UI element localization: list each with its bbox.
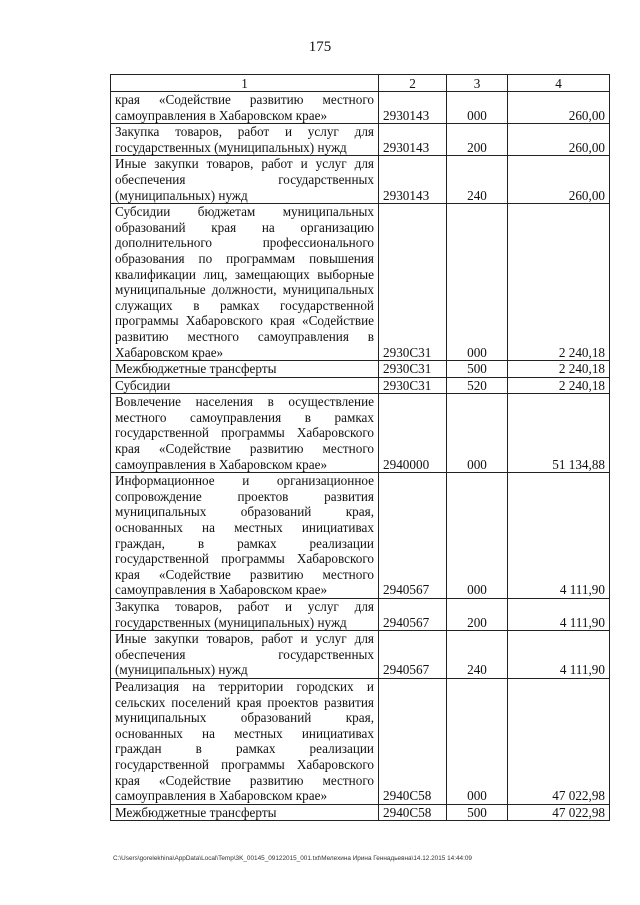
row-code: 2940567 [379,631,447,679]
row-expense-type: 500 [447,361,508,378]
row-amount: 2 240,18 [508,204,610,361]
row-amount: 2 240,18 [508,377,610,394]
header-row [111,75,610,92]
row-code: 2940000 [379,394,447,473]
table-row [111,599,610,631]
column-header-4: 4 [508,75,610,92]
row-code: 2930С31 [379,204,447,361]
row-expense-type: 000 [447,92,508,124]
row-expense-type: 000 [447,473,508,599]
row-expense-type: 000 [447,204,508,361]
row-expense-type: 000 [447,678,508,804]
column-header-2: 2 [379,75,447,92]
row-amount: 4 111,90 [508,473,610,599]
row-name: Межбюджетные трансферты [111,804,379,821]
table-row [111,156,610,204]
row-code: 2930143 [379,92,447,124]
row-code: 2930143 [379,124,447,156]
row-code: 2940567 [379,473,447,599]
row-code: 2940С58 [379,678,447,804]
table-row [111,804,610,821]
row-expense-type: 520 [447,377,508,394]
row-amount: 4 111,90 [508,599,610,631]
table-row [111,361,610,378]
column-header-3: 3 [447,75,508,92]
row-code: 2940567 [379,599,447,631]
file-path-footer: C:\Users\gorelekhina\AppData\Local\Temp\3K_00145_09122015_001.txt\Мелехина Ирина Геннадьевна\14.12.2015 14:44:09 [113,855,472,862]
table-row [111,124,610,156]
row-amount: 260,00 [508,124,610,156]
row-code: 2930С31 [379,377,447,394]
row-expense-type: 200 [447,124,508,156]
row-expense-type: 500 [447,804,508,821]
row-name: Иные закупки товаров, работ и услуг для обеспечения государственных (муниципальных) нужд [111,156,379,204]
row-expense-type: 200 [447,599,508,631]
column-header-1: 1 [111,75,379,92]
row-name: Вовлечение населения в осуществление местного самоуправления в рамках государственной программы Хабаровского края «Содействие развитию местного самоуправления в Хабаровском крае» [111,394,379,473]
row-name: Закупка товаров, работ и услуг для государственных (муниципальных) нужд [111,124,379,156]
row-code: 2940С58 [379,804,447,821]
page-number: 175 [308,39,332,55]
table-row [111,631,610,679]
row-name: Информационное и организационное сопровождение проектов развития муниципальных образований края, основанных на местных инициативах граждан, в рамках реализации государственной программы Хабаровского края «Содействие развитию местного самоуправления в Хабаровском крае» [111,473,379,599]
table-row [111,473,610,599]
row-amount: 47 022,98 [508,678,610,804]
table-row [111,377,610,394]
row-expense-type: 240 [447,631,508,679]
table-row [111,394,610,473]
row-name: Иные закупки товаров, работ и услуг для обеспечения государственных (муниципальных) нужд [111,631,379,679]
table-row [111,92,610,124]
row-code: 2930143 [379,156,447,204]
budget-table [110,74,610,821]
row-name: Субсидии бюджетам муниципальных образований края на организацию дополнительного профессионального образования по программам повышения квалификации лиц, замещающих выборные муниципальные должности, муниципальных служащих в рамках государственной программы Хабаровского края «Содействие развитию местного самоуправления в Хабаровском крае» [111,204,379,361]
table-row [111,678,610,804]
row-amount: 260,00 [508,92,610,124]
table-row [111,204,610,361]
row-amount: 47 022,98 [508,804,610,821]
row-amount: 51 134,88 [508,394,610,473]
row-code: 2930С31 [379,361,447,378]
row-amount: 260,00 [508,156,610,204]
row-amount: 4 111,90 [508,631,610,679]
row-amount: 2 240,18 [508,361,610,378]
row-expense-type: 000 [447,394,508,473]
row-name: Межбюджетные трансферты [111,361,379,378]
row-name: Реализация на территории городских и сельских поселений края проектов развития муниципальных образований края, основанных на местных инициативах граждан в рамках реализации государственной программы Хабаровского края «Содействие развитию местного самоуправления в Хабаровском крае» [111,678,379,804]
row-expense-type: 240 [447,156,508,204]
row-name: Субсидии [111,377,379,394]
row-name: края «Содействие развитию местного самоуправления в Хабаровском крае» [111,92,379,124]
row-name: Закупка товаров, работ и услуг для государственных (муниципальных) нужд [111,599,379,631]
